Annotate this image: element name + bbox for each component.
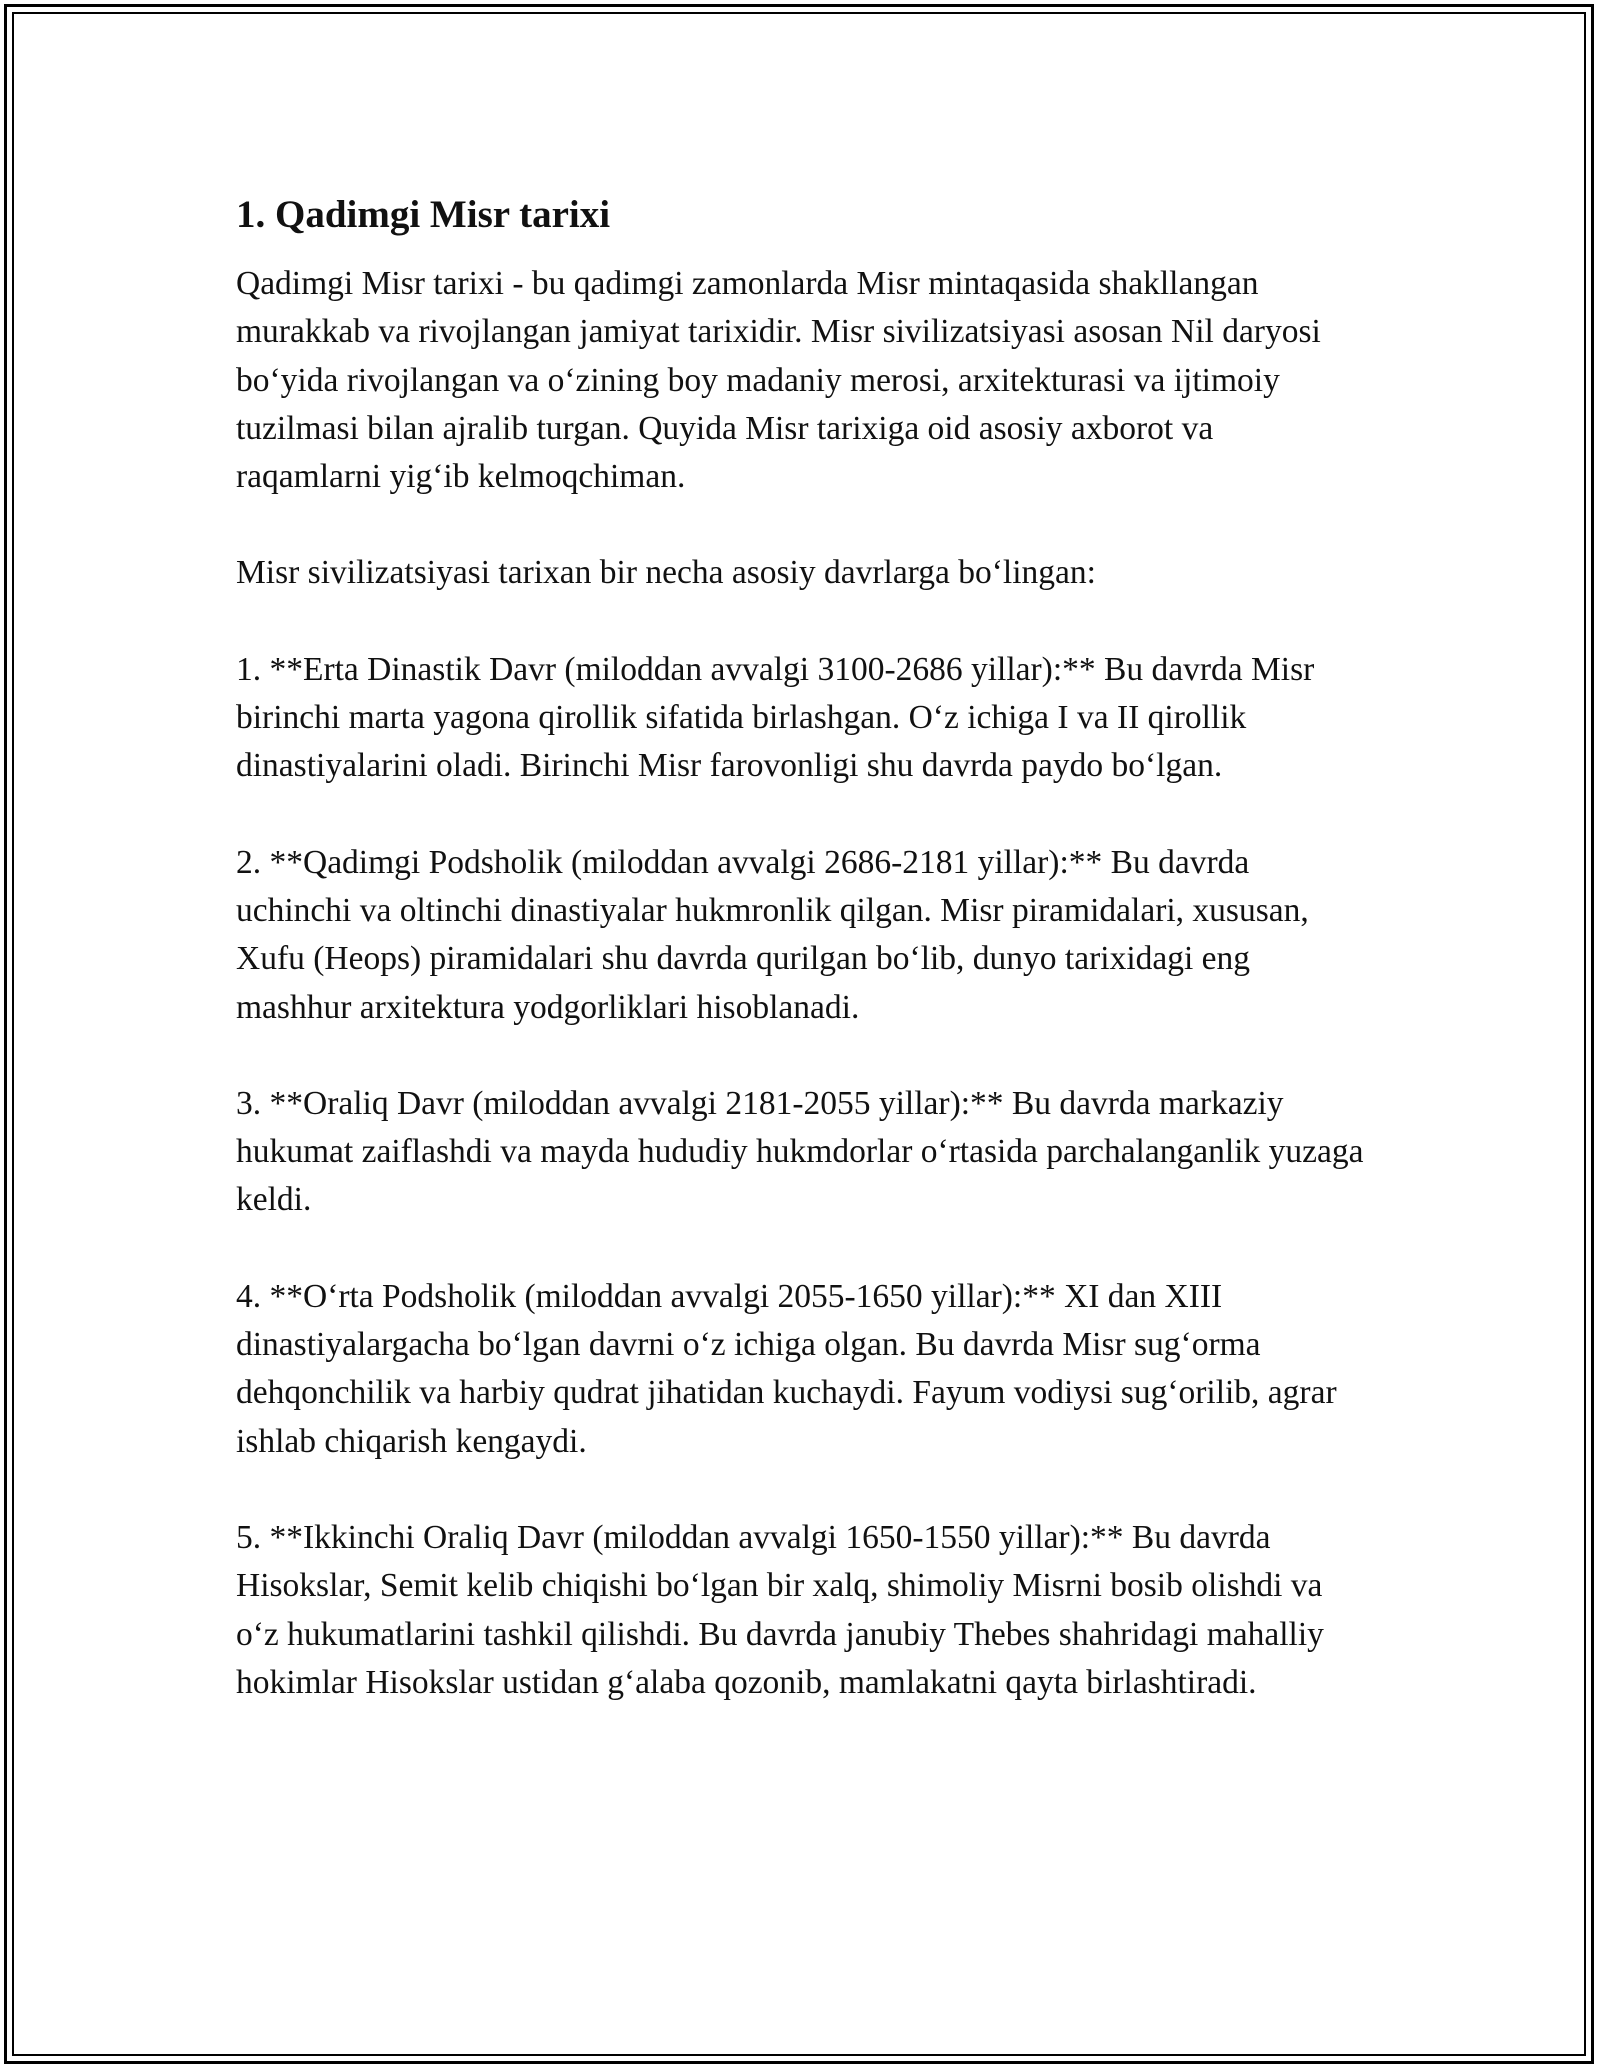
period-item-middle-kingdom: 4. **O‘rta Podsholik (miloddan avvalgi 2055-1650 yillar):** XI dan XIII dinastiyalargacha bo‘lgan davrni o‘z ichiga olgan. Bu davrda Misr sug‘orma dehqonchilik va harbiy qudrat jihatidan kuchaydi. Fayum vodiysi sug‘orilib, agrar ishlab chiqarish kengaydi. bbox=[236, 1277, 1337, 1460]
periods-intro-paragraph: Misr sivilizatsiyasi tarixan bir necha asosiy davrlarga bo‘lingan: bbox=[236, 554, 1096, 592]
period-item-first-intermediate: 3. **Oraliq Davr (miloddan avvalgi 2181-2055 yillar):** Bu davrda markaziy hukumat zaiflashdi va mayda hududiy hukmdorlar o‘rtasida parchalanganlik yuzaga keldi. bbox=[236, 1084, 1364, 1219]
document-page bbox=[236, 186, 1366, 1755]
intro-paragraph: Qadimgi Misr tarixi - bu qadimgi zamonlarda Misr mintaqasida shakllangan murakkab va rivojlangan jamiyat tarixidir. Misr sivilizatsiyasi asosan Nil daryosi bo‘yida rivojlangan va o‘zining boy madaniy merosi, arxitekturasi va ijtimoiy tuzilmasi bilan ajralib turgan. Quyida Misr tarixiga oid asosiy axborot va raqamlarni yig‘ib kelmoqchiman. bbox=[236, 265, 1321, 496]
period-item-second-intermediate: 5. **Ikkinchi Oraliq Davr (miloddan avvalgi 1650-1550 yillar):** Bu davrda Hisokslar, Semit kelib chiqishi bo‘lgan bir xalq, shimoliy Misrni bosib olishdi va o‘z hukumatlarini tashkil qilishdi. Bu davrda janubiy Thebes shahridagi mahalliy hokimlar Hisokslar ustidan g‘alaba qozonib, mamlakatni qayta birlashtiradi. bbox=[236, 1518, 1324, 1701]
period-item-old-kingdom: 2. **Qadimgi Podsholik (miloddan avvalgi 2686-2181 yillar):** Bu davrda uchinchi va oltinchi dinastiyalar hukmronlik qilgan. Misr piramidalari, xususan, Xufu (Heops) piramidalari shu davrda qurilgan bo‘lib, dunyo tarixidagi eng mashhur arxitektura yodgorliklari hisoblanadi. bbox=[236, 843, 1309, 1026]
period-item-early-dynastic: 1. **Erta Dinastik Davr (miloddan avvalgi 3100-2686 yillar):** Bu davrda Misr birinchi marta yagona qirollik sifatida birlashgan. O‘z ichiga I va II qirollik dinastiyalarini oladi. Birinchi Misr farovonligi shu davrda paydo bo‘lgan. bbox=[236, 650, 1315, 785]
document-title: 1. Qadimgi Misr tarixi bbox=[236, 193, 611, 236]
